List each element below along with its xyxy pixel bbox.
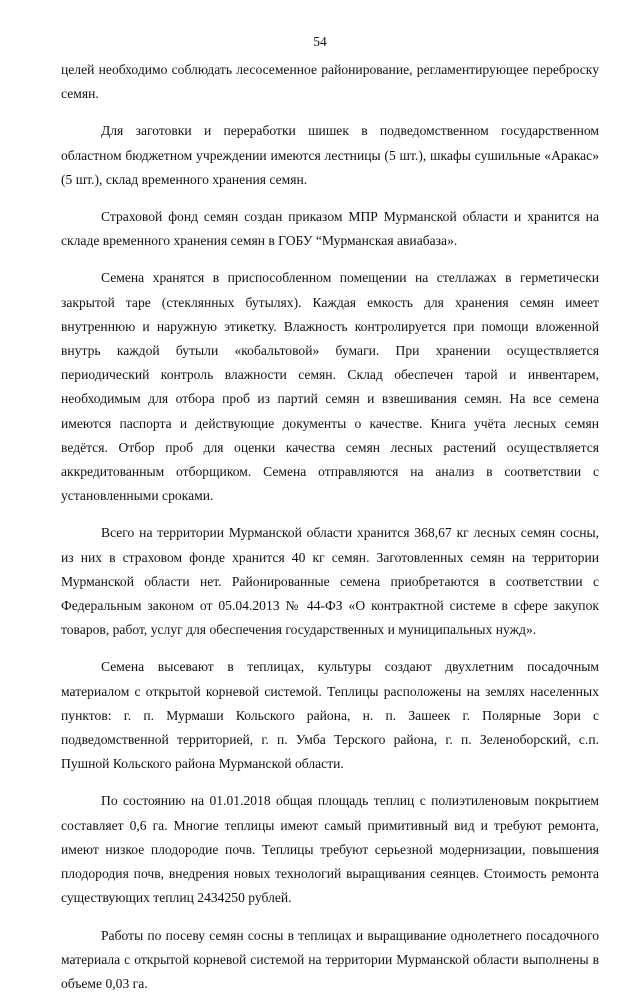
paragraph-greenhouse-locations: Семена высевают в теплицах, культуры создают двухлетним посадочным материалом с открытой корневой системой. Теплицы расположены на землях населенных пунктов: г. п. Мурмаши Кольского района, н. п. Зашеек г. Полярные Зори с подведомственной территорией, г. п. Умба Терского района, г. п. Зеленоборский, с.п. Пушной Кольского района Мурманской области.	[61, 655, 599, 776]
paragraph-seed-stock: Всего на территории Мурманской области хранится 368,67 кг лесных семян сосны, из них в страховом фонде хранится 40 кг семян. Заготовленных семян на территории Мурманской области нет. Районированные семена приобретаются в соответствии с Федеральным законом от 05.04.2013 № 44-ФЗ «О контрактной системе в сфере закупок товаров, работ, услуг для обеспечения государственных и муниципальных нужд».	[61, 521, 599, 642]
paragraph-sowing-works: Работы по посеву семян сосны в теплицах и выращивание однолетнего посадочного материала с открытой корневой системой на территории Мурманской области выполнены в объеме 0,03 га.	[61, 924, 599, 996]
page-number: 54	[0, 34, 640, 50]
paragraph-insurance-fund: Страховой фонд семян создан приказом МПР Мурманской области и хранится на складе временного хранения семян в ГОБУ “Мурманская авиабаза».	[61, 205, 599, 253]
paragraph-seed-storage: Семена хранятся в приспособленном помещении на стеллажах в герметически закрытой таре (стеклянных бутылях). Каждая емкость для хранения семян имеет внутреннюю и наружную этикетку. Влажность контролируется при помощи вложенной внутрь каждой бутыли «кобальтовой» бумаги. При хранении осуществляется периодический контроль влажности семян. Склад обеспечен тарой и инвентарем, необходимым для отбора проб из партий семян и взвешивания семян. На все семена имеются паспорта и действующие документы о качестве. Книга учёта лесных семян ведётся. Отбор проб для оценки качества семян лесных растений осуществляется аккредитованным отборщиком. Семена отправляются на анализ в соответствии с установленными сроками.	[61, 266, 599, 508]
paragraph-cone-processing-equipment: Для заготовки и переработки шишек в подведомственном государственном областном бюджетном учреждении имеются лестницы (5 шт.), шкафы сушильные «Аракас» (5 шт.), склад временного хранения семян.	[61, 119, 599, 192]
paragraph-continuation: целей необходимо соблюдать лесосеменное районирование, регламентирующее переброску семян.	[61, 58, 599, 106]
paragraph-greenhouse-condition: По состоянию на 01.01.2018 общая площадь теплиц с полиэтиленовым покрытием составляет 0,6 га. Многие теплицы имеют самый примитивный вид и требуют ремонта, имеют низкое плодородие почв. Теплицы требуют серьезной модернизации, повышения плодородия почв, внедрения новых технологий выращивания сеянцев. Стоимость ремонта существующих теплиц 2434250 рублей.	[61, 789, 599, 910]
document-body	[61, 58, 599, 996]
